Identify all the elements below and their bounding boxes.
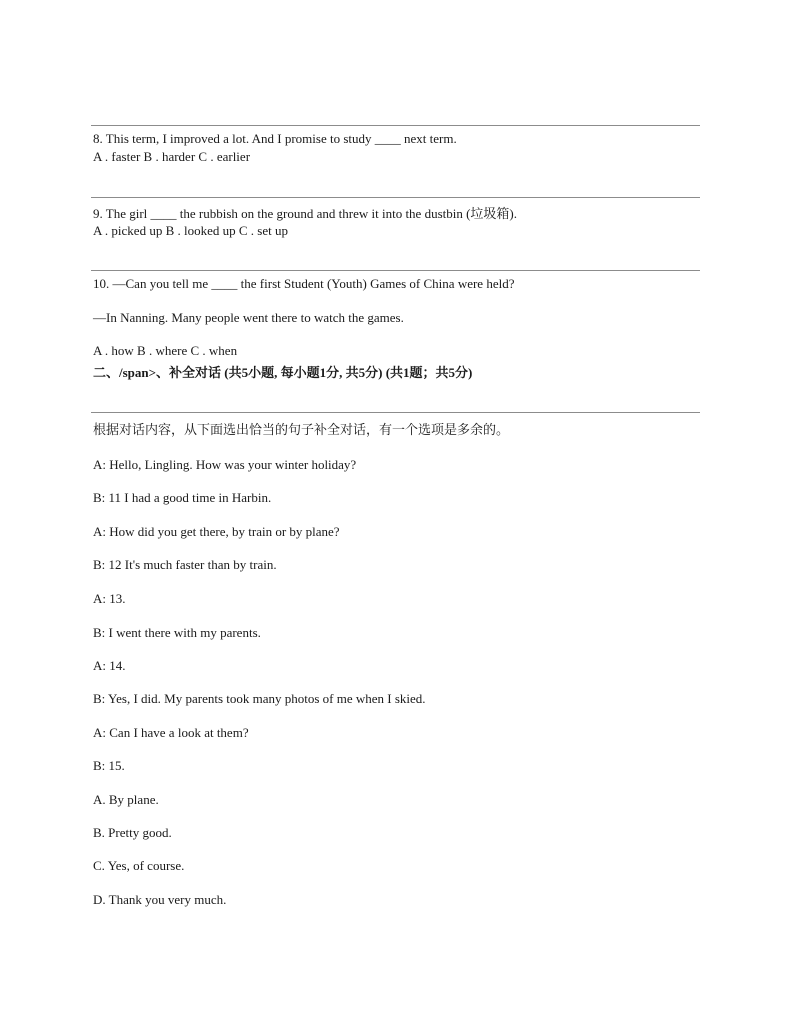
question-8-stem: 8. This term, I improved a lot. And I promise to study ____ next term. bbox=[93, 131, 457, 146]
question-8-options: A . faster B . harder C . earlier bbox=[93, 149, 251, 164]
question-9-options: A . picked up B . looked up C . set up bbox=[93, 223, 288, 238]
question-10-answer-line: —In Nanning. Many people went there to watch the games. bbox=[93, 310, 404, 325]
dialogue-line: A: Can I have a look at them? bbox=[93, 725, 249, 740]
question-9-stem: 9. The girl ____ the rubbish on the ground and threw it into the dustbin (垃圾箱). bbox=[93, 206, 518, 221]
choice-a: A. By plane. bbox=[93, 792, 159, 807]
section-heading: 二、/span>、补全对话 (共5小题, 每小题1分, 共5分) (共1题；共5分) bbox=[93, 365, 473, 380]
dialogue-line: A: Hello, Lingling. How was your winter holiday? bbox=[93, 457, 357, 472]
choice-b: B. Pretty good. bbox=[93, 825, 172, 840]
question-10-options: A . how B . where C . when bbox=[93, 343, 238, 358]
dialogue-line: A: 13. bbox=[93, 591, 126, 606]
dialogue-line: A: How did you get there, by train or by plane? bbox=[93, 524, 340, 539]
divider bbox=[91, 270, 700, 271]
question-10-stem: 10. —Can you tell me ____ the first Student (Youth) Games of China were held? bbox=[93, 276, 515, 291]
divider bbox=[91, 125, 700, 126]
dialogue-line: B: I went there with my parents. bbox=[93, 625, 261, 640]
dialogue-line: A: 14. bbox=[93, 658, 126, 673]
dialogue-line: B: 12 It's much faster than by train. bbox=[93, 557, 277, 572]
divider bbox=[91, 197, 700, 198]
section-instruction: 根据对话内容，从下面选出恰当的句子补全对话，有一个选项是多余的。 bbox=[93, 423, 510, 438]
choice-d: D. Thank you very much. bbox=[93, 892, 227, 907]
choice-c: C. Yes, of course. bbox=[93, 858, 185, 873]
dialogue-line: B: 15. bbox=[93, 758, 125, 773]
dialogue-line: B: 11 I had a good time in Harbin. bbox=[93, 490, 272, 505]
dialogue-line: B: Yes, I did. My parents took many photos of me when I skied. bbox=[93, 691, 426, 706]
divider bbox=[91, 412, 700, 413]
